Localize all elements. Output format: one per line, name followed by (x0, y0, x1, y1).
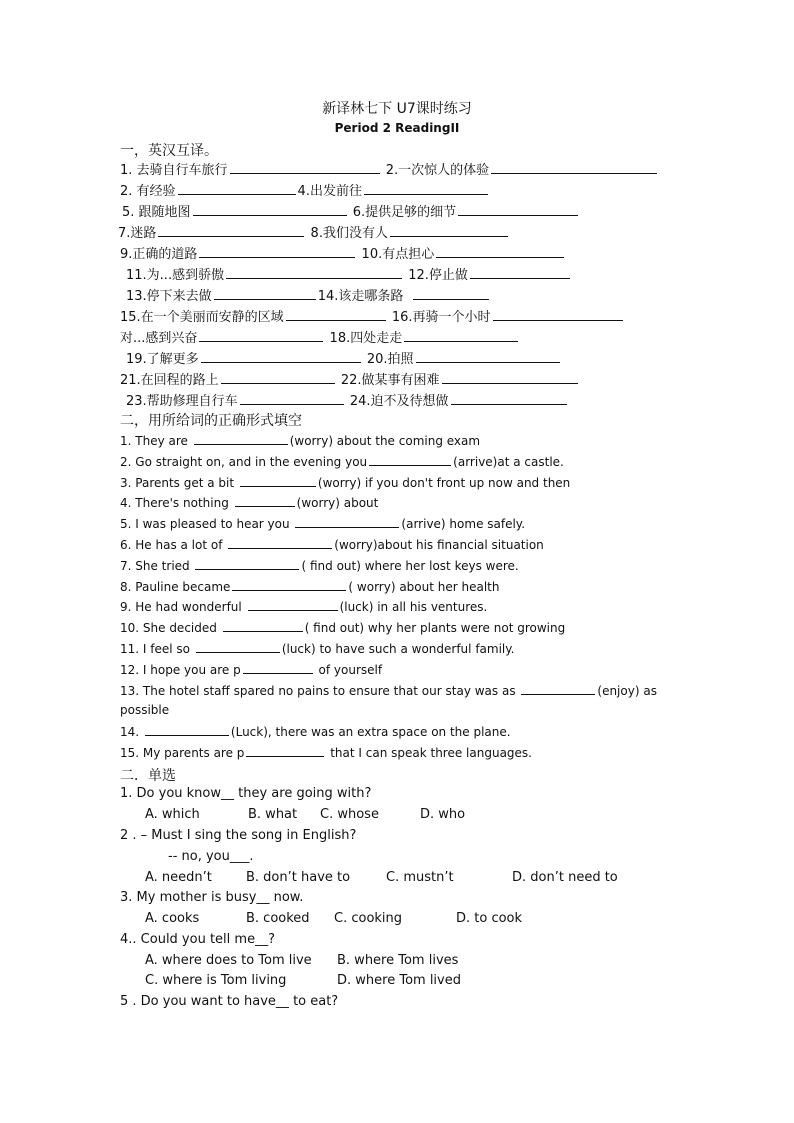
option-a[interactable]: A. cooks (145, 911, 200, 926)
option-b[interactable]: B. what (248, 807, 298, 822)
answer-blank[interactable] (436, 245, 564, 258)
section-heading: 二．单选 (120, 768, 176, 784)
list-item: 7. She tried ( find out) where her lost keys were. (120, 559, 519, 573)
answer-blank[interactable] (145, 723, 229, 736)
answer-blank[interactable] (230, 161, 380, 174)
list-item: 1. 去骑自行车旅行 2.一次惊人的体验 (120, 161, 659, 180)
list-item: 15. My parents are p that I can speak three languages. (120, 746, 532, 760)
answer-blank[interactable] (199, 329, 323, 342)
question-text: 3. My mother is busy__ now. (120, 890, 304, 905)
answer-blank[interactable] (194, 432, 288, 445)
option-a[interactable]: A. which (145, 807, 200, 822)
answer-blank[interactable] (193, 203, 347, 216)
list-item: 5. I was pleased to hear you (arrive) home safely. (120, 517, 526, 531)
list-item: 5. 跟随地图 6.提供足够的细节 (122, 203, 580, 222)
option-d[interactable]: D. don’t need to (512, 870, 618, 885)
answer-blank[interactable] (248, 598, 338, 611)
answer-blank[interactable] (235, 494, 295, 507)
answer-blank[interactable] (442, 371, 578, 384)
list-item: 1. They are (worry) about the coming exam (120, 434, 481, 448)
list-item: 13. The hotel staff spared no pains to ensure that our stay was as (enjoy) as (120, 684, 657, 698)
option-c[interactable]: C. whose (320, 807, 379, 822)
option-c[interactable]: C. mustn’t (386, 870, 454, 885)
answer-blank[interactable] (369, 453, 451, 466)
list-item: 11.为...感到骄傲 12.停止做 (126, 266, 572, 285)
answer-blank[interactable] (416, 350, 560, 363)
answer-blank[interactable] (295, 515, 399, 528)
option-b[interactable]: B. cooked (246, 911, 310, 926)
answer-blank[interactable] (158, 224, 304, 237)
answer-blank[interactable] (223, 619, 303, 632)
list-item: 21.在回程的路上 22.做某事有困难 (120, 371, 580, 390)
option-b[interactable]: B. where Tom lives (337, 953, 459, 968)
option-d[interactable]: D. who (420, 807, 466, 822)
list-item: 2. 有经验 4.出发前往 (120, 182, 490, 201)
list-item: 19.了解更多 20.拍照 (126, 350, 562, 369)
list-item: 14. (Luck), there was an extra space on the plane. (120, 725, 511, 739)
list-item: 13.停下来去做 14.该走哪条路 (126, 287, 491, 306)
answer-blank[interactable] (470, 266, 570, 279)
answer-blank[interactable] (240, 392, 344, 405)
answer-blank[interactable] (226, 266, 402, 279)
answer-blank[interactable] (243, 661, 313, 674)
list-item: 9.正确的道路 10.有点担心 (120, 245, 566, 264)
list-item-continuation: possible (120, 703, 170, 717)
option-c[interactable]: C. cooking (334, 911, 403, 926)
list-item: 2. Go straight on, and in the evening you (arrive)at a castle. (120, 455, 564, 469)
list-item: 10. She decided ( find out) why her plants were not growing (120, 621, 566, 635)
question-text: 1. Do you know__ they are going with? (120, 786, 372, 801)
answer-blank[interactable] (413, 287, 489, 300)
answer-blank[interactable] (493, 308, 623, 321)
list-item: 12. I hope you are p of yourself (120, 663, 383, 677)
question-text: 2 . – Must I sing the song in English? (120, 828, 357, 843)
list-item: 8. Pauline became ( worry) about her health (120, 580, 500, 594)
question-reply: -- no, you___. (168, 849, 254, 864)
answer-blank[interactable] (199, 245, 355, 258)
list-item: 6. He has a lot of (worry)about his financial situation (120, 538, 544, 552)
section-heading: 二，用所给词的正确形式填空 (120, 413, 302, 429)
answer-blank[interactable] (404, 329, 518, 342)
answer-blank[interactable] (232, 578, 346, 591)
option-c[interactable]: C. where is Tom living (145, 973, 287, 988)
answer-blank[interactable] (195, 557, 299, 570)
list-item: 3. Parents get a bit (worry) if you don't front up now and then (120, 476, 571, 490)
list-item: 15.在一个美丽而安静的区域 16.再骑一个小时 (120, 308, 625, 327)
answer-blank[interactable] (364, 182, 488, 195)
option-a[interactable]: A. needn’t (145, 870, 212, 885)
section-heading: 一，英汉互译。 (120, 143, 218, 159)
page-subtitle: Period 2 ReadingII (334, 121, 460, 135)
list-item: 7.迷路 8.我们没有人 (118, 224, 510, 243)
list-item: 9. He had wonderful (luck) in all his ventures. (120, 600, 488, 614)
answer-blank[interactable] (451, 392, 567, 405)
question-text: 4.. Could you tell me__? (120, 932, 275, 947)
answer-blank[interactable] (521, 682, 595, 695)
option-b[interactable]: B. don’t have to (246, 870, 351, 885)
answer-blank[interactable] (178, 182, 296, 195)
list-item: 4. There's nothing (worry) about (120, 496, 379, 510)
option-a[interactable]: A. where does to Tom live (145, 953, 312, 968)
answer-blank[interactable] (390, 224, 508, 237)
answer-blank[interactable] (246, 744, 324, 757)
question-text: 5 . Do you want to have__ to eat? (120, 994, 339, 1009)
answer-blank[interactable] (240, 474, 316, 487)
answer-blank[interactable] (221, 371, 335, 384)
answer-blank[interactable] (458, 203, 578, 216)
list-item: 11. I feel so (luck) to have such a wonderful family. (120, 642, 515, 656)
list-item: 23.帮助修理自行车 24.迫不及待想做 (126, 392, 569, 411)
answer-blank[interactable] (491, 161, 657, 174)
page-title: 新译林七下 U7课时练习 (322, 101, 472, 117)
list-item: 对...感到兴奋 18.四处走走 (120, 329, 520, 348)
answer-blank[interactable] (196, 640, 280, 653)
option-d[interactable]: D. where Tom lived (337, 973, 461, 988)
answer-blank[interactable] (286, 308, 386, 321)
answer-blank[interactable] (214, 287, 316, 300)
answer-blank[interactable] (201, 350, 361, 363)
answer-blank[interactable] (228, 536, 332, 549)
option-d[interactable]: D. to cook (456, 911, 523, 926)
